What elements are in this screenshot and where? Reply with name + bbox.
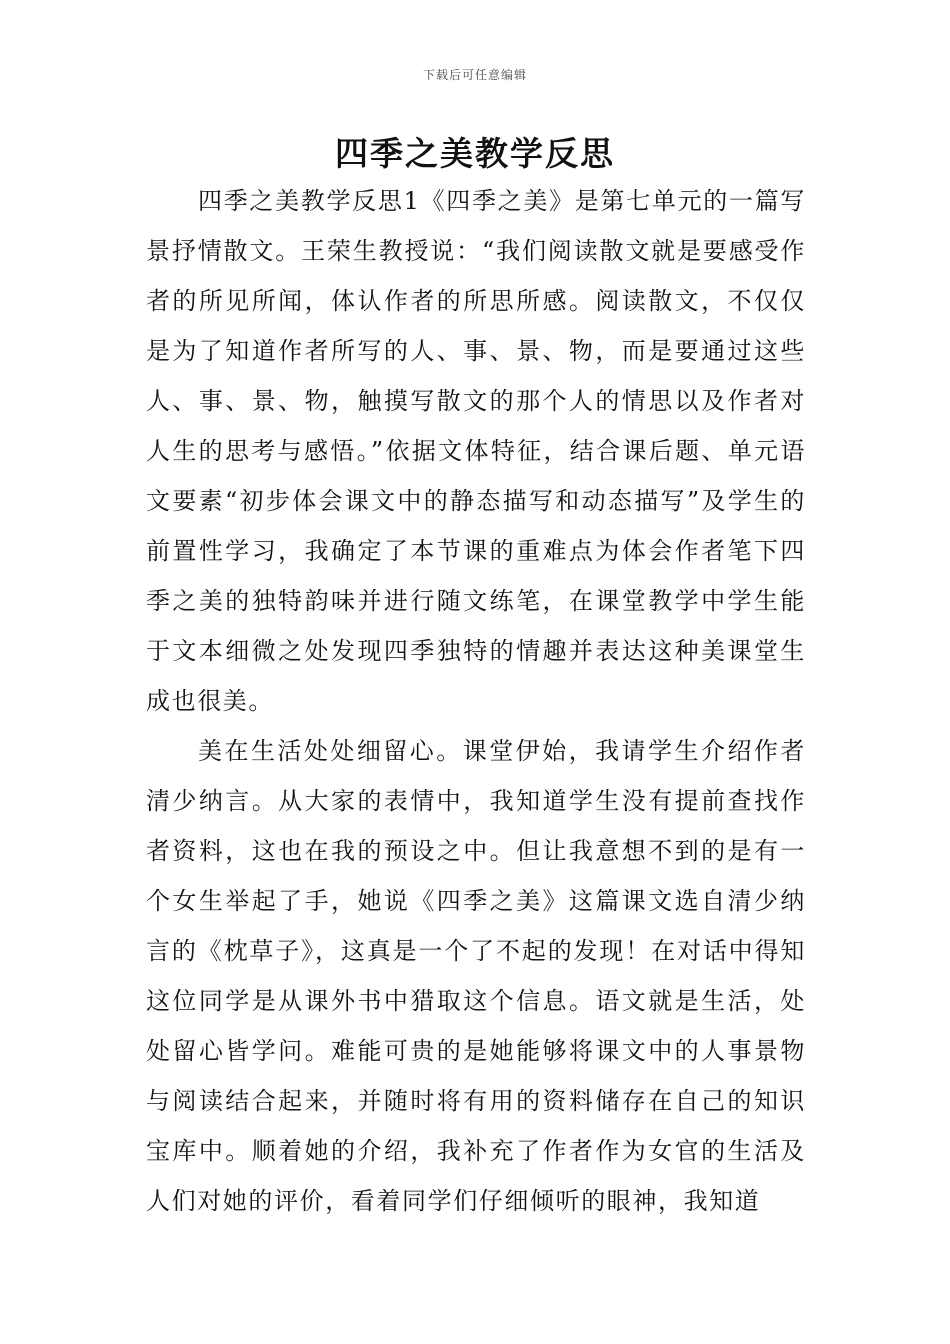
header-note: 下载后可任意编辑 <box>422 68 527 82</box>
paragraph-2: 美在生活处处细留心。课堂伊始，我请学生介绍作者清少纳言。从大家的表情中，我知道学生没有提前查找作者资料，这也在我的预设之中。但让我意想不到的是有一个女生举起了手，她说《四季之美》这篇课文选自清少纳言的《枕草子》，这真是一个了不起的发现！在对话中得知这位同学是从课外书中猎取这个信息。语文就是生活，处处留心皆学问。难能可贵的是她能够将课文中的人事景物与阅读结合起来，并随时将有用的资料储存在自己的知识宝库中。顺着她的介绍，我补充了作者作为女官的生活及人们对她的评价，看着同学们仔细倾听的眼神，我知道 <box>146 737 806 1215</box>
document-body <box>146 176 806 1226</box>
document-title: 四季之美教学反思 <box>335 134 615 173</box>
paragraph-1: 四季之美教学反思1《四季之美》是第七单元的一篇写景抒情散文。王荣生教授说：“我们阅读散文就是要感受作者的所见所闻，体认作者的所思所感。阅读散文，不仅仅是为了知道作者所写的人、事、景、物，而是要通过这些人、事、景、物，触摸写散文的那个人的情思以及作者对人生的思考与感悟。”依据文体特征，结合课后题、单元语文要素“初步体会课文中的静态描写和动态描写”及学生的前置性学习，我确定了本节课的重难点为体会作者笔下四季之美的独特韵味并进行随文练笔，在课堂教学中学生能于文本细微之处发现四季独特的情趣并表达这种美课堂生成也很美。 <box>146 187 806 715</box>
